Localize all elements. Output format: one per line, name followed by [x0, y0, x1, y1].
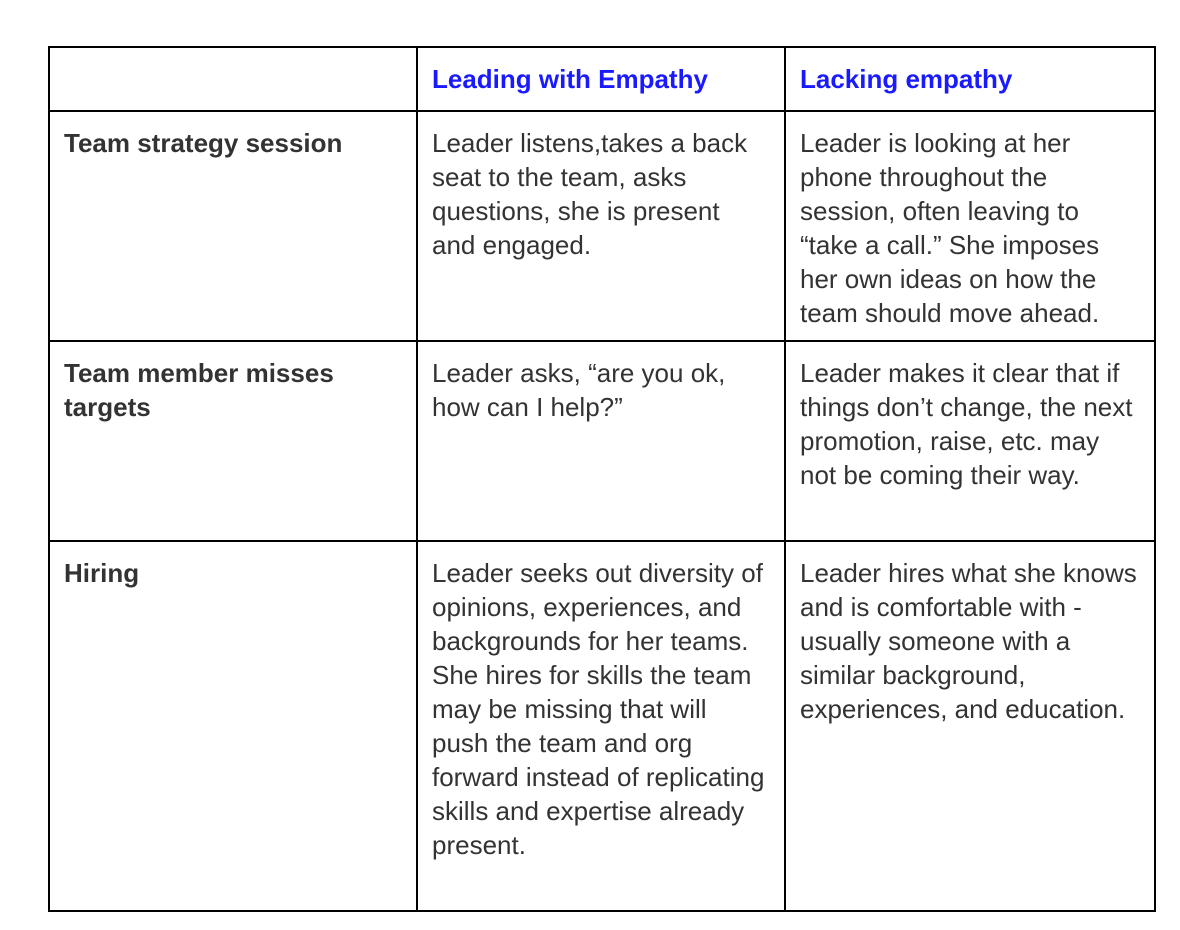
table-header-row — [49, 47, 1155, 111]
lacking-empathy-cell: Leader makes it clear that if things don’t change, the next promotion, raise, etc. may not be coming their way. — [785, 341, 1155, 541]
with-empathy-cell: Leader asks, “are you ok, how can I help?” — [417, 341, 785, 541]
header-cell-leading-with-empathy: Leading with Empathy — [417, 47, 785, 111]
header-cell-lacking-empathy: Lacking empathy — [785, 47, 1155, 111]
table-row — [49, 111, 1155, 341]
with-empathy-cell: Leader listens,takes a back seat to the team, asks questions, she is present and engaged. — [417, 111, 785, 341]
table-row — [49, 541, 1155, 911]
scenario-cell: Hiring — [49, 541, 417, 911]
scenario-cell: Team strategy session — [49, 111, 417, 341]
lacking-empathy-cell: Leader hires what she knows and is comfortable with - usually someone with a similar background, experiences, and education. — [785, 541, 1155, 911]
header-cell-empty — [49, 47, 417, 111]
scenario-cell: Team member misses targets — [49, 341, 417, 541]
table-row — [49, 341, 1155, 541]
with-empathy-cell: Leader seeks out diversity of opinions, experiences, and backgrounds for her teams. She hires for skills the team may be missing that will push the team and org forward instead of replicating skills and expertise already present. — [417, 541, 785, 911]
empathy-comparison-table — [48, 46, 1156, 912]
lacking-empathy-cell: Leader is looking at her phone throughout the session, often leaving to “take a call.” She imposes her own ideas on how the team should move ahead. — [785, 111, 1155, 341]
